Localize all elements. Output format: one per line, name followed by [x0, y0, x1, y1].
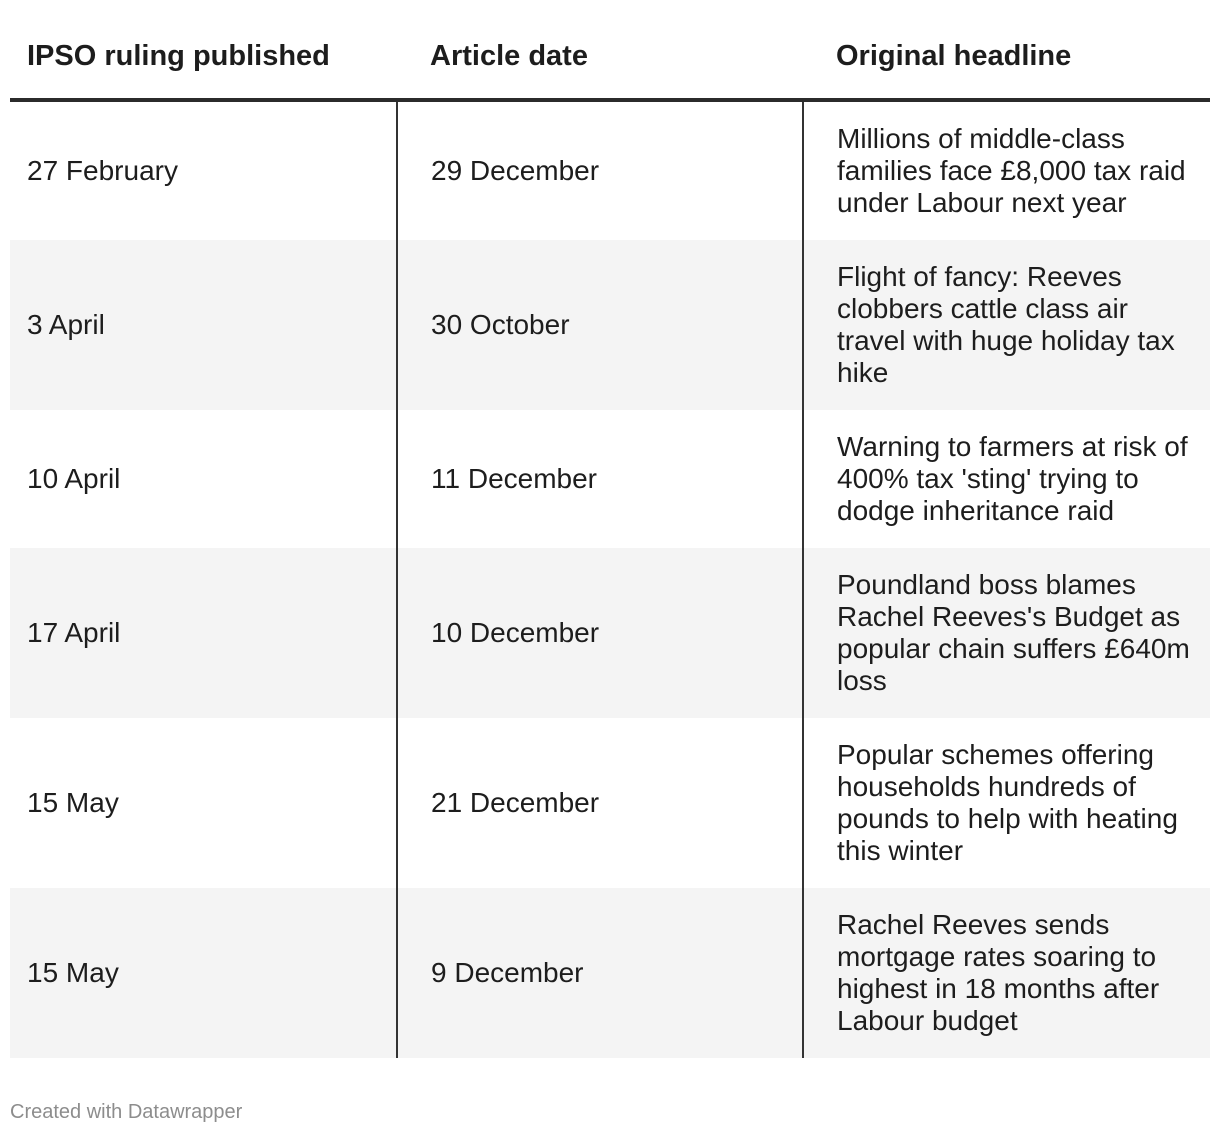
table-row — [10, 718, 1210, 888]
cell-original-headline: Millions of middle-class families face £8,000 tax raid under Labour next year — [803, 100, 1210, 240]
header-row — [10, 0, 1210, 100]
cell-ipso-ruling-published: 10 April — [27, 463, 121, 494]
table-row — [10, 240, 1210, 410]
cell-ipso-ruling-published: 3 April — [27, 309, 105, 340]
cell-original-headline: Flight of fancy: Reeves clobbers cattle class air travel with huge holiday tax hike — [803, 240, 1210, 410]
cell-article-date: 9 December — [397, 888, 803, 1058]
table-body — [10, 100, 1210, 1058]
cell-ipso-ruling-published: 27 February — [27, 155, 178, 186]
column-header-original-headline: Original headline — [803, 0, 1210, 100]
cell-article-date: 21 December — [397, 718, 803, 888]
ipso-rulings-table — [10, 0, 1210, 1058]
column-header-ipso-ruling-published: IPSO ruling published — [10, 0, 397, 100]
cell-article-date: 30 October — [397, 240, 803, 410]
cell-original-headline: Rachel Reeves sends mortgage rates soaring to highest in 18 months after Labour budget — [803, 888, 1210, 1058]
cell-original-headline: Poundland boss blames Rachel Reeves's Budget as popular chain suffers £640m loss — [803, 548, 1210, 718]
cell-ipso-ruling-published: 15 May — [27, 787, 119, 818]
cell-original-headline: Popular schemes offering households hundreds of pounds to help with heating this winter — [803, 718, 1210, 888]
table-row — [10, 410, 1210, 548]
cell-article-date: 10 December — [397, 548, 803, 718]
column-header-article-date: Article date — [397, 0, 803, 100]
cell-ipso-ruling-published: 15 May — [27, 957, 119, 988]
table-header — [10, 0, 1210, 100]
table-row — [10, 548, 1210, 718]
datawrapper-attribution-link[interactable]: Created with Datawrapper — [10, 1101, 243, 1123]
cell-article-date: 29 December — [397, 100, 803, 240]
cell-article-date: 11 December — [397, 410, 803, 548]
cell-ipso-ruling-published: 17 April — [27, 617, 121, 648]
table-row — [10, 888, 1210, 1058]
table-row — [10, 100, 1210, 240]
cell-original-headline: Warning to farmers at risk of 400% tax 'sting' trying to dodge inheritance raid — [803, 410, 1210, 548]
